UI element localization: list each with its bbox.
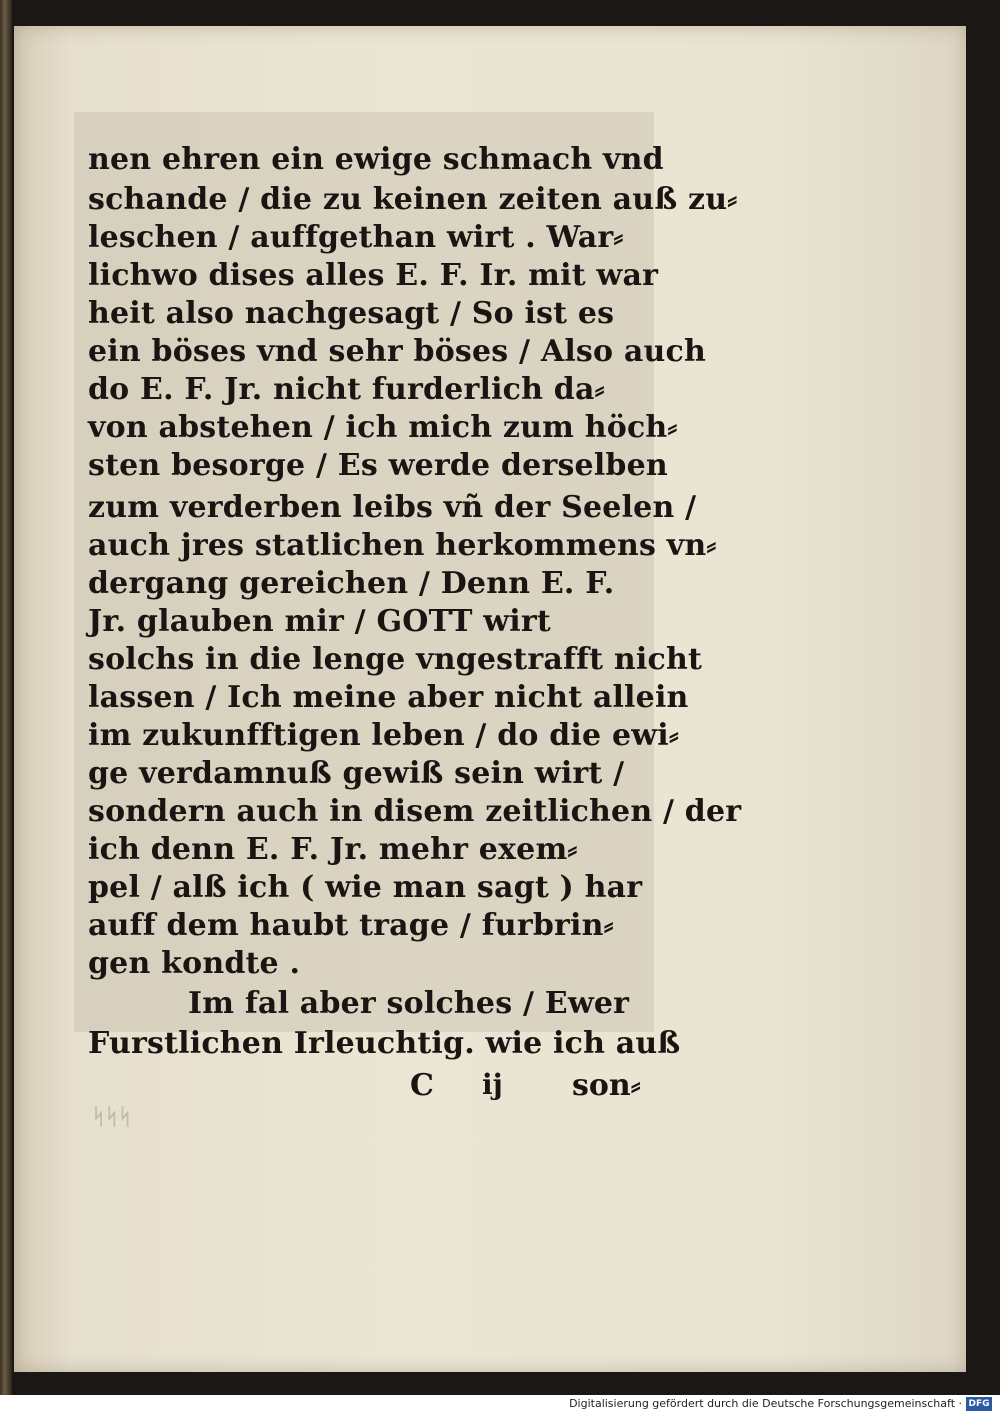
signature-mark: C — [410, 1068, 434, 1103]
book-spine-edge — [0, 0, 12, 1395]
text-line: von abstehen / ich mich zum höch⸗ — [88, 410, 678, 445]
text-line: auff dem haubt trage / furbrin⸗ — [88, 908, 614, 943]
text-line: ein böses vnd sehr böses / Also auch — [88, 334, 706, 369]
text-line: sten besorge / Es werde derselben — [88, 448, 668, 483]
text-line: auch jres statlichen herkommens vn⸗ — [88, 528, 717, 563]
text-line: dergang gereichen / Denn E. F. — [88, 566, 615, 601]
text-line: lassen / Ich meine aber nicht allein — [88, 680, 689, 715]
text-line: im zukunfftigen leben / do die ewi⸗ — [88, 718, 680, 753]
text-line: zum verderben leibs vñ der Seelen / — [88, 490, 697, 525]
text-line: Jr. glauben mir / GOTT wirt — [88, 604, 551, 639]
text-line: ge verdamnuß gewiß sein wirt / — [88, 756, 625, 791]
text-line: ich denn E. F. Jr. mehr exem⸗ — [88, 832, 578, 867]
text-line: heit also nachgesagt / So ist es — [88, 296, 615, 331]
dfg-logo: DFG — [966, 1397, 992, 1411]
text-line: solchs in die lenge vngestrafft nicht — [88, 642, 703, 677]
text-line: schande / die zu keinen zeiten auß zu⸗ — [88, 182, 738, 217]
text-line: sondern auch in disem zeitlichen / der — [88, 794, 742, 829]
text-line: do E. F. Jr. nicht furderlich da⸗ — [88, 372, 605, 407]
text-line: lichwo dises alles E. F. Ir. mit war — [88, 258, 659, 293]
signature-folio: ij — [482, 1068, 503, 1101]
footer-credit: Digitalisierung gefördert durch die Deutsche Forschungsgemeinschaft · — [569, 1397, 962, 1410]
paragraph-start-line: Im fal aber solches / Ewer — [188, 986, 630, 1021]
text-line: pel / alß ich ( wie man sagt ) har — [88, 870, 643, 905]
text-line: gen kondte . — [88, 946, 301, 981]
catchword: son⸗ — [572, 1068, 641, 1103]
text-line: Furstlichen Irleuchtig. wie ich auß — [88, 1026, 681, 1061]
ink-bleed-through: ᛋᛋᛋ — [92, 1104, 132, 1130]
text-line: leschen / auffgethan wirt . War⸗ — [88, 220, 624, 255]
text-line: nen ehren ein ewige schmach vnd — [88, 142, 664, 177]
